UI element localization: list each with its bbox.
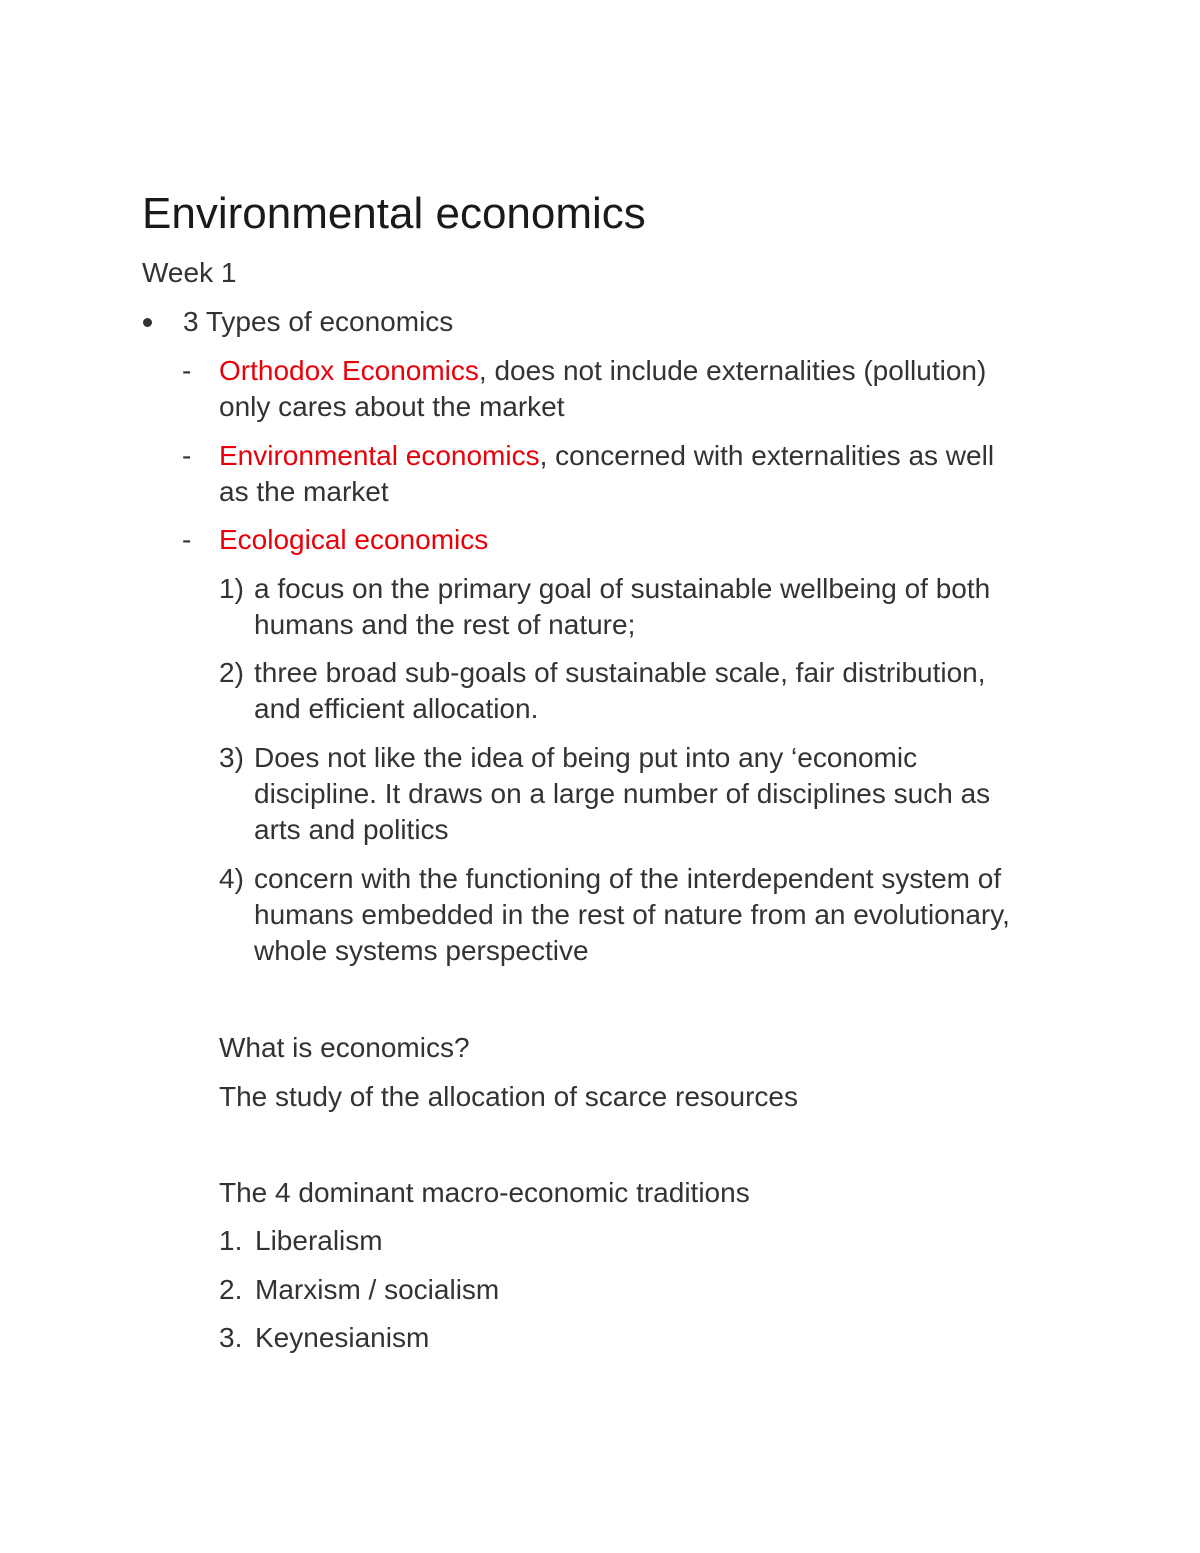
eco-point-text: discipline. It draws on a large number of disciplines such as <box>254 778 991 809</box>
type-orthodox-name: Orthodox Economics <box>219 355 479 386</box>
type-environmental-desc-cont: as the market <box>219 476 389 507</box>
tradition-num: 1. <box>219 1225 243 1256</box>
dash-marker: - <box>182 524 192 555</box>
eco-point-num: 3) <box>219 742 244 773</box>
eco-point-num: 2) <box>219 657 244 688</box>
document-title: Environmental economics <box>142 189 646 238</box>
tradition-label: Keynesianism <box>255 1322 430 1353</box>
traditions-heading: The 4 dominant macro-economic traditions <box>219 1177 750 1208</box>
eco-point-text: three broad sub-goals of sustainable scale, fair distribution, <box>254 657 986 688</box>
type-environmental-name: Environmental economics <box>219 440 540 471</box>
eco-point-text: concern with the functioning of the interdependent system of <box>254 863 1002 894</box>
eco-point-text: humans embedded in the rest of nature from an evolutionary, <box>254 899 1010 930</box>
tradition-label: Liberalism <box>255 1225 383 1256</box>
type-orthodox <box>219 353 986 389</box>
dash-marker: - <box>182 440 192 471</box>
type-environmental-desc: , concerned with externalities as well <box>539 440 995 471</box>
type-environmental <box>219 438 994 474</box>
eco-point-text: arts and politics <box>254 814 449 845</box>
week-heading: Week 1 <box>142 257 237 288</box>
eco-point-num: 1) <box>219 573 244 604</box>
eco-point-num: 4) <box>219 863 244 894</box>
eco-point-text: humans and the rest of nature; <box>254 609 636 640</box>
answer-text: The study of the allocation of scarce resources <box>219 1081 798 1112</box>
type-orthodox-desc: , does not include externalities (pollution) <box>478 355 987 386</box>
tradition-num: 3. <box>219 1322 243 1353</box>
tradition-num: 2. <box>219 1274 243 1305</box>
type-ecological-name: Ecological economics <box>219 524 489 555</box>
question-heading: What is economics? <box>219 1032 470 1063</box>
bullet-dot-icon <box>143 318 152 327</box>
dash-marker: - <box>182 355 192 386</box>
tradition-label: Marxism / socialism <box>255 1274 500 1305</box>
eco-point-text: a focus on the primary goal of sustainable wellbeing of both <box>254 573 991 604</box>
type-orthodox-desc-cont: only cares about the market <box>219 391 565 422</box>
eco-point-text: and efficient allocation. <box>254 693 539 724</box>
eco-point-text: Does not like the idea of being put into any ‘economic <box>254 742 918 773</box>
eco-point-text: whole systems perspective <box>254 935 589 966</box>
types-bullet: 3 Types of economics <box>183 306 454 337</box>
